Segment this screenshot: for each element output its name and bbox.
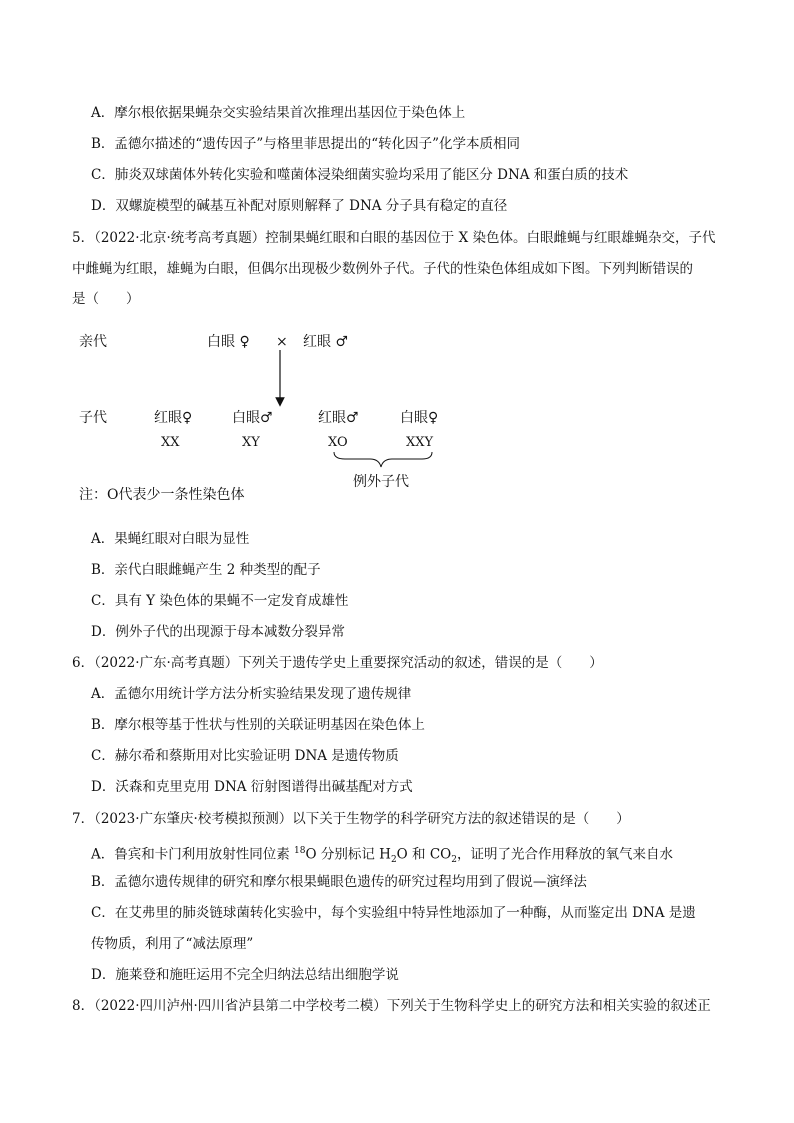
q6-option-a: A．孟德尔用统计学方法分析实验结果发现了遗传规律 (91, 686, 412, 702)
q4-option-d: D．双螺旋模型的碱基互补配对原则解释了 DNA 分子具有稳定的直径 (91, 198, 508, 214)
offspring-3-phenotype: 红眼♂ (318, 410, 359, 426)
exception-brace (334, 452, 432, 467)
diagram-note: 注：O代表少一条性染色体 (79, 487, 245, 503)
q6-stem: 6．（2022·广东·高考真题）下列关于遗传学史上重要探究活动的叙述，错误的是（ ） (72, 655, 603, 671)
q7-option-d: D．施莱登和施旺运用不完全归纳法总结出细胞学说 (91, 967, 399, 983)
q6-option-d: D．沃森和克里克用 DNA 衍射图谱得出碱基配对方式 (91, 779, 413, 795)
q7-option-c-line-1: C．在艾弗里的肺炎链球菌转化实验中，每个实验组中特异性地添加了一种酶，从而鉴定出 DNA 是遗 (91, 905, 696, 921)
offspring-3-genotype: XO (328, 435, 348, 450)
q6-option-c: C．赫尔希和蔡斯用对比实验证明 DNA 是遗传物质 (91, 748, 399, 764)
offspring-1-genotype: XX (161, 435, 180, 450)
q7-option-c-line-2: 传物质，利用了“减法原理” (91, 936, 254, 952)
q7-option-a: A．鲁宾和卡门利用放射性同位素 $^{18}$O 分别标记 $H_2O$ 和 $CO_2$，证明了光合作用释放的氧气来自水 (91, 846, 673, 866)
q4-option-a: A．摩尔根依据果蝇杂交实验结果首次推理出基因位于染色体上 (91, 105, 466, 121)
offspring-4-phenotype: 白眼♀ (400, 410, 439, 426)
q8-stem: 8．（2022·四川泸州·四川省泸县第二中学校考二模）下列关于生物科学史上的研究方法和相关实验的叙述正 (72, 998, 711, 1014)
offspring-generation-label: 子代 (79, 410, 107, 426)
q7-option-b: B．孟德尔遗传规律的研究和摩尔根果蝇眼色遗传的研究过程均用到了假说—演绎法 (91, 874, 587, 890)
offspring-2-genotype: XY (242, 435, 260, 450)
exception-offspring-label: 例外子代 (353, 474, 409, 490)
q6-option-b: B．摩尔根等基于性状与性别的关联证明基因在染色体上 (91, 717, 425, 733)
parent-female: 白眼 ♀ (207, 334, 250, 350)
q4-option-c: C．肺炎双球菌体外转化实验和噬菌体浸染细菌实验均采用了能区分 DNA 和蛋白质的技术 (91, 167, 629, 183)
q5-option-a: A．果蝇红眼对白眼为显性 (91, 531, 250, 547)
cross-symbol: × (276, 334, 288, 350)
q5-option-c: C．具有 Y 染色体的果蝇不一定发育成雄性 (91, 593, 349, 609)
offspring-4-genotype: XXY (406, 435, 434, 450)
q5-option-d: D．例外子代的出现源于母本减数分裂异常 (91, 624, 345, 640)
offspring-2-phenotype: 白眼♂ (232, 410, 273, 426)
q5-option-b: B．亲代白眼雌蝇产生 2 种类型的配子 (91, 562, 321, 578)
parent-generation-label: 亲代 (79, 334, 107, 350)
parent-male: 红眼 ♂ (303, 334, 349, 350)
q4-option-b: B．孟德尔描述的“遗传因子”与格里菲思提出的“转化因子”化学本质相同 (91, 136, 521, 152)
offspring-1-phenotype: 红眼♀ (154, 410, 193, 426)
q5-stem-line-3: 是（ ） (72, 291, 140, 307)
q5-stem-line-2: 中雌蝇为红眼，雄蝇为白眼，但偶尔出现极少数例外子代。子代的性染色体组成如下图。下列判断错误的 (72, 261, 693, 277)
q5-stem-line-1: 5．（2022·北京·统考高考真题）控制果蝇红眼和白眼的基因位于 X 染色体。白眼雌蝇与红眼雄蝇杂交，子代 (72, 230, 716, 246)
q7-stem: 7．（2023·广东肇庆·校考模拟预测）以下关于生物学的科学研究方法的叙述错误的是（ ） (72, 811, 630, 827)
